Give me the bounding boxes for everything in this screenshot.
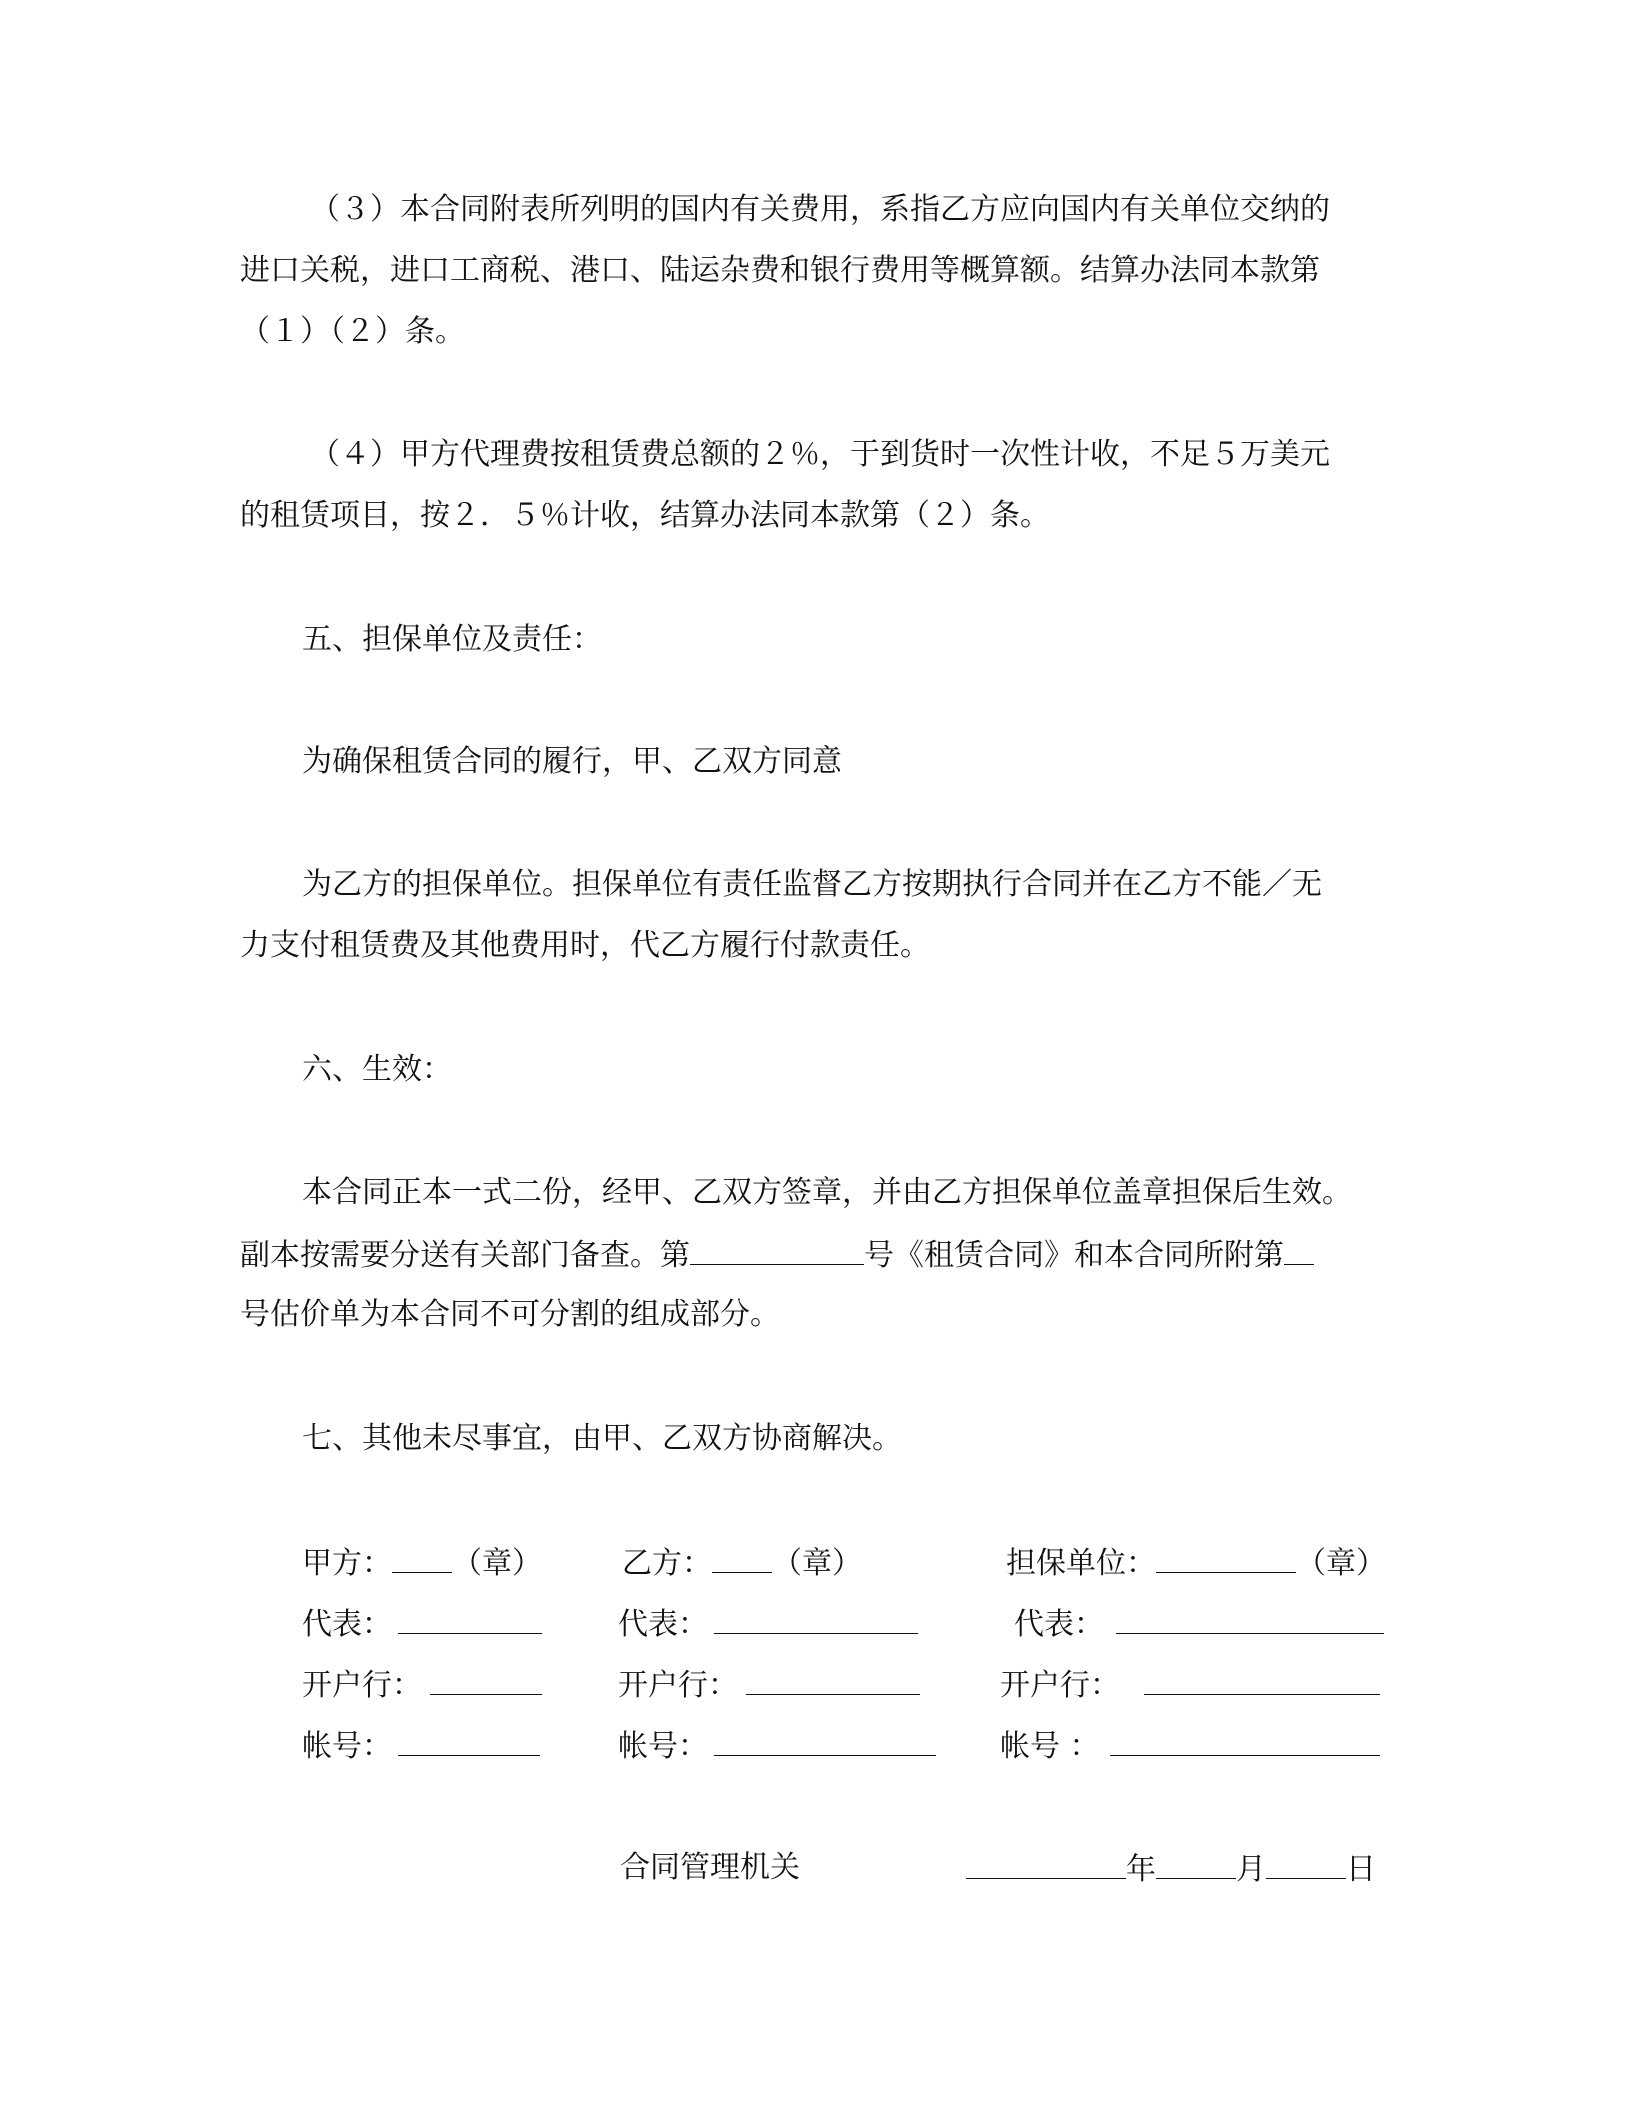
guarantor-rep-blank: [1116, 1603, 1384, 1634]
party-b-rep-line: [618, 1603, 918, 1645]
party-b-label: 乙方：: [622, 1546, 712, 1581]
party-a-rep-blank: [398, 1603, 542, 1634]
party-a-seal-line: [302, 1542, 542, 1584]
party-b-seal: （章）: [772, 1546, 862, 1581]
guarantor-account-blank: [1110, 1725, 1380, 1756]
party-b-bank-line: [618, 1664, 920, 1706]
guarantor-label: 担保单位：: [1006, 1546, 1156, 1581]
guarantor-rep-label: 代表：: [1014, 1607, 1104, 1642]
party-b-account-blank: [714, 1725, 936, 1756]
section-7: 七、其他未尽事宜，由甲、乙双方协商解决。: [302, 1421, 902, 1456]
section-5-paragraph-1: 为确保租赁合同的履行，甲、乙双方同意: [302, 744, 842, 779]
party-b-account-label: 帐号：: [618, 1729, 708, 1764]
party-b-rep-label: 代表：: [618, 1607, 708, 1642]
party-b-rep-blank: [714, 1603, 918, 1634]
party-a-label: 甲方：: [302, 1546, 392, 1581]
guarantor-seal: （章）: [1296, 1546, 1386, 1581]
contract-authority: 合同管理机关: [620, 1850, 800, 1885]
section-5-paragraph-2-line-2: 力支付租赁费及其他费用时，代乙方履行付款责任。: [240, 928, 930, 963]
section-6-line-3: 号估价单为本合同不可分割的组成部分。: [240, 1297, 780, 1332]
party-b-bank-label: 开户行：: [618, 1668, 738, 1703]
party-a-bank-line: [302, 1664, 542, 1706]
party-b-account-line: [618, 1725, 936, 1767]
guarantor-bank-label: 开户行：: [1000, 1668, 1120, 1703]
party-a-account-label: 帐号：: [302, 1729, 392, 1764]
party-a-account-line: [302, 1725, 540, 1767]
clause-3-line-2: 进口关税，进口工商税、港口、陆运杂费和银行费用等概算额。结算办法同本款第: [240, 253, 1320, 288]
section-5-heading: 五、担保单位及责任：: [302, 622, 602, 657]
guarantor-bank-blank: [1144, 1664, 1380, 1695]
party-b-bank-blank: [746, 1664, 920, 1695]
section-6-heading: 六、生效：: [302, 1052, 452, 1087]
party-a-rep-line: [302, 1603, 542, 1645]
guarantor-account-label: 帐号 ：: [1000, 1729, 1100, 1764]
clause-3-line-1: （３）本合同附表所列明的国内有关费用，系指乙方应向国内有关单位交纳的: [310, 192, 1330, 227]
section-6-line-1: 本合同正本一式二份，经甲、乙双方签章，并由乙方担保单位盖章担保后生效。: [302, 1175, 1352, 1210]
guarantor-bank-line: [1000, 1664, 1380, 1706]
appendix-number-blank: [1284, 1234, 1314, 1265]
clause-3-line-3: （１）（２）条。: [240, 314, 465, 349]
year-label: 年: [1126, 1852, 1156, 1887]
section-6-line-2: [240, 1234, 1314, 1276]
clause-4-line-1: （４）甲方代理费按租赁费总额的２％，于到货时一次性计收，不足５万美元: [310, 437, 1330, 472]
section-6-line-2-text-a: 副本按需要分送有关部门备查。第: [240, 1238, 690, 1273]
clause-4-line-2: 的租赁项目，按２．５％计收，结算办法同本款第（２）条。: [240, 498, 1050, 533]
section-6-line-2-text-b: 号《租赁合同》和本合同所附第: [864, 1238, 1284, 1273]
party-b-seal-line: [622, 1542, 862, 1584]
guarantor-blank: [1156, 1542, 1296, 1573]
party-a-blank: [392, 1542, 452, 1573]
party-a-account-blank: [398, 1725, 540, 1756]
guarantor-rep-line: [1014, 1603, 1384, 1645]
day-blank: [1266, 1848, 1346, 1879]
date-line: [966, 1848, 1376, 1890]
day-label: 日: [1346, 1852, 1376, 1887]
party-a-seal: （章）: [452, 1546, 542, 1581]
guarantor-account-line: [1000, 1725, 1380, 1767]
guarantor-seal-line: [1006, 1542, 1386, 1584]
month-label: 月: [1236, 1852, 1266, 1887]
party-a-rep-label: 代表：: [302, 1607, 392, 1642]
party-a-bank-blank: [430, 1664, 542, 1695]
party-a-bank-label: 开户行：: [302, 1668, 422, 1703]
section-5-paragraph-2-line-1: 为乙方的担保单位。担保单位有责任监督乙方按期执行合同并在乙方不能／无: [302, 867, 1322, 902]
month-blank: [1156, 1848, 1236, 1879]
year-blank: [966, 1848, 1126, 1879]
contract-number-blank: [690, 1234, 864, 1265]
party-b-blank: [712, 1542, 772, 1573]
